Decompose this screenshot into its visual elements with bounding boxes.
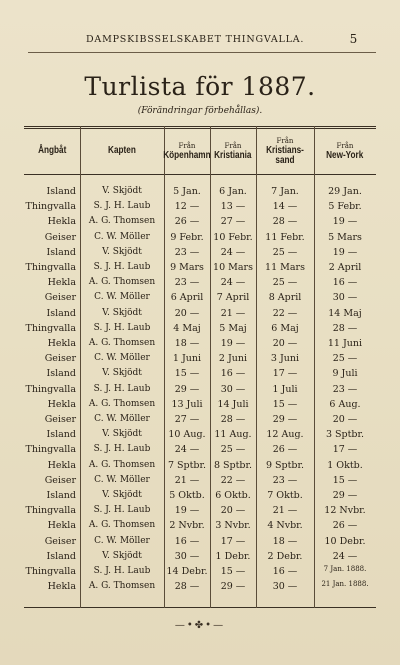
new-york-date-cell: 29 Jan. (328, 186, 362, 197)
kristiansand-date-cell: 25 — (272, 277, 298, 289)
ship-cell: Geiser (44, 353, 76, 365)
copenhagen-date-cell: 26 — (174, 216, 200, 228)
header-rule (28, 52, 376, 53)
kristiansand-date-cell: 7 Jan. (271, 186, 299, 197)
page-title: Turlista för 1887. (84, 72, 316, 101)
kristiania-date-cell: 28 — (220, 414, 246, 425)
kristiansand-date-cell: 11 Febr. (265, 231, 305, 243)
ship-cell: Island (46, 550, 76, 562)
kristiansand-date-cell: 7 Oktb. (267, 490, 303, 501)
new-york-date-cell: 17 — (332, 444, 358, 456)
captain-cell: A. G. Thomsen (88, 338, 156, 348)
kristiania-date-cell: 24 — (220, 246, 246, 258)
captain-cell: A. G. Thomsen (88, 216, 156, 227)
ship-cell: Hekla (47, 216, 76, 228)
header-copenhagen-top: Från (178, 142, 196, 150)
new-york-date-cell: 30 — (332, 292, 358, 304)
table-top-rule (24, 126, 376, 127)
table-row (24, 262, 376, 277)
ship-cell: Hekla (47, 338, 76, 349)
copenhagen-date-cell: 23 — (174, 246, 200, 258)
kristiania-date-cell: 21 — (220, 307, 246, 319)
kristiania-date-cell: 11 Aug. (214, 429, 252, 441)
copenhagen-date-cell: 20 — (174, 307, 200, 319)
copenhagen-date-cell: 4 Maj (173, 322, 201, 334)
kristiansand-date-cell: 1 Juli (272, 383, 298, 395)
captain-cell: A. G. Thomsen (88, 520, 156, 531)
copenhagen-date-cell: 30 — (174, 550, 200, 562)
kristiansand-date-cell: 2 Debr. (267, 550, 303, 562)
table-row (24, 384, 376, 399)
table-row (24, 444, 376, 459)
ship-cell: Thingvalla (25, 566, 76, 577)
captain-cell: S. J. H. Laub (93, 505, 151, 516)
header-new-york-top: Från (336, 142, 354, 150)
copenhagen-date-cell: 6 April (170, 292, 204, 304)
captain-cell: S. J. H. Laub (93, 383, 151, 394)
ship-cell: Thingvalla (25, 262, 76, 273)
table-row (24, 201, 376, 216)
captain-cell: V. Skjödt (102, 186, 142, 196)
copenhagen-date-cell: 2 Nvbr. (169, 520, 205, 532)
new-york-date-cell: 12 Nvbr. (324, 505, 366, 517)
copenhagen-date-cell: 18 — (174, 338, 200, 349)
new-york-date-cell: 14 Maj (328, 307, 362, 319)
copenhagen-date-cell: 29 — (174, 383, 200, 395)
new-york-date-cell: 15 — (332, 474, 358, 486)
ship-cell: Hekla (47, 520, 76, 532)
kristiansand-date-cell: 12 Aug. (266, 429, 304, 441)
new-york-date-cell: 7 Jan. 1888. (323, 565, 367, 573)
ship-cell: Thingvalla (25, 444, 76, 456)
kristiania-date-cell: 10 Mars (213, 262, 253, 273)
captain-cell: V. Skjödt (102, 246, 142, 257)
new-york-date-cell: 29 — (332, 490, 358, 501)
header-new-york-label: New-York (326, 150, 364, 161)
table-row (24, 308, 376, 323)
table-row (24, 323, 376, 338)
table-row (24, 505, 376, 520)
kristiania-date-cell: 1 Debr. (215, 550, 251, 562)
ship-cell: Geiser (44, 231, 76, 243)
copenhagen-date-cell: 14 Debr. (166, 566, 208, 577)
kristiania-date-cell: 6 Jan. (219, 186, 247, 197)
kristiania-date-cell: 27 — (220, 216, 246, 228)
ship-cell: Island (46, 490, 76, 501)
captain-cell: S. J. H. Laub (93, 322, 151, 333)
captain-cell: S. J. H. Laub (93, 201, 151, 212)
copenhagen-date-cell: 24 — (174, 444, 200, 456)
header-kristiania-label: Kristiania (214, 150, 252, 161)
new-york-date-cell: 2 April (328, 262, 362, 273)
kristiania-date-cell: 3 Nvbr. (215, 520, 251, 532)
new-york-date-cell: 5 Mars (328, 231, 362, 243)
header-kristiania-top: Från (224, 142, 242, 150)
ship-cell: Geiser (44, 414, 76, 425)
kristiansand-date-cell: 30 — (272, 581, 298, 593)
kristiania-date-cell: 29 — (220, 581, 246, 593)
kristiania-date-cell: 17 — (220, 535, 246, 547)
kristiania-date-cell: 22 — (220, 474, 246, 486)
ship-cell: Hekla (47, 459, 76, 471)
page-subtitle: (Förändringar förbehållas). (137, 106, 263, 116)
kristiania-date-cell: 24 — (220, 277, 246, 289)
ship-cell: Geiser (44, 292, 76, 304)
kristiania-date-cell: 13 — (220, 201, 246, 213)
table-row (24, 399, 376, 414)
kristiansand-date-cell: 14 — (272, 201, 298, 213)
header-captain-label: Kapten (108, 145, 136, 156)
table-row (24, 338, 376, 353)
kristiansand-date-cell: 18 — (272, 535, 298, 547)
ship-cell: Hekla (47, 581, 76, 593)
header-copenhagen-label: Köpenhamn (163, 150, 211, 161)
new-york-date-cell: 11 Juni (327, 338, 363, 349)
copenhagen-date-cell: 9 Mars (170, 262, 204, 273)
table-top-rule-double (24, 128, 376, 129)
table-row (24, 460, 376, 475)
new-york-date-cell: 21 Jan. 1888. (321, 580, 369, 589)
ship-cell: Hekla (47, 277, 76, 289)
new-york-date-cell: 1 Oktb. (327, 459, 363, 471)
copenhagen-date-cell: 1 Juni (172, 353, 202, 365)
new-york-date-cell: 28 — (332, 322, 358, 334)
ship-cell: Thingvalla (25, 322, 76, 334)
table-row (24, 414, 376, 429)
table-row (24, 475, 376, 490)
kristiansand-date-cell: 4 Nvbr. (267, 520, 303, 532)
table-row (24, 520, 376, 535)
kristiansand-date-cell: 9 Sptbr. (265, 459, 305, 471)
captain-cell: C. W. Möller (94, 535, 150, 546)
new-york-date-cell: 25 — (332, 353, 358, 365)
kristiansand-date-cell: 11 Mars (265, 262, 305, 273)
running-head-title: DAMPSKIBSSELSKABET THINGVALLA. (86, 34, 305, 45)
kristiansand-date-cell: 22 — (272, 307, 298, 319)
copenhagen-date-cell: 10 Aug. (168, 429, 206, 441)
kristiansand-date-cell: 3 Juni (270, 353, 300, 365)
table-row (24, 551, 376, 566)
kristiania-date-cell: 15 — (220, 566, 246, 577)
captain-cell: A. G. Thomsen (88, 398, 156, 409)
new-york-date-cell: 24 — (332, 550, 358, 562)
ship-cell: Island (46, 186, 76, 197)
schedule-table (24, 126, 376, 608)
new-york-date-cell: 26 — (332, 520, 358, 532)
table-row (24, 186, 376, 201)
kristiania-date-cell: 8 Sptbr. (213, 459, 253, 471)
kristiania-date-cell: 2 Juni (218, 353, 248, 365)
copenhagen-date-cell: 27 — (174, 414, 200, 425)
captain-cell: V. Skjödt (102, 490, 142, 500)
captain-cell: A. G. Thomsen (88, 459, 156, 470)
footer-ornament: —•✤•— (174, 620, 226, 631)
kristiania-date-cell: 10 Febr. (213, 231, 253, 243)
copenhagen-date-cell: 16 — (174, 535, 200, 547)
kristiania-date-cell: 16 — (220, 368, 246, 380)
header-ship (24, 130, 80, 172)
copenhagen-date-cell: 5 Jan. (173, 186, 201, 197)
kristiansand-date-cell: 20 — (272, 338, 298, 349)
copenhagen-date-cell: 12 — (174, 201, 200, 213)
kristiansand-date-cell: 17 — (272, 368, 298, 380)
copenhagen-date-cell: 21 — (174, 474, 200, 486)
kristiansand-date-cell: 26 — (272, 444, 298, 456)
captain-cell: C. W. Möller (94, 474, 150, 485)
new-york-date-cell: 19 — (332, 216, 358, 228)
new-york-date-cell: 19 — (332, 246, 358, 258)
ship-cell: Island (46, 429, 76, 441)
header-copenhagen (164, 130, 210, 172)
kristiania-date-cell: 30 — (220, 383, 246, 395)
new-york-date-cell: 6 Aug. (329, 398, 361, 410)
kristiansand-date-cell: 23 — (272, 474, 298, 486)
kristiania-date-cell: 14 Juli (217, 398, 249, 410)
new-york-date-cell: 3 Sptbr. (325, 429, 365, 441)
header-ship-label: Ångbåt (37, 145, 67, 156)
captain-cell: C. W. Möller (94, 414, 150, 424)
table-row (24, 581, 376, 596)
captain-cell: S. J. H. Laub (93, 566, 151, 576)
table-header-rule (24, 174, 376, 175)
kristiania-date-cell: 25 — (220, 444, 246, 456)
copenhagen-date-cell: 19 — (174, 505, 200, 517)
captain-cell: V. Skjödt (102, 550, 142, 561)
table-row (24, 232, 376, 247)
kristiansand-date-cell: 25 — (272, 246, 298, 258)
copenhagen-date-cell: 5 Oktb. (169, 490, 205, 501)
copenhagen-date-cell: 13 Juli (171, 398, 203, 410)
header-captain (80, 130, 164, 172)
table-row (24, 292, 376, 307)
table-row (24, 353, 376, 368)
table-row (24, 490, 376, 505)
ship-cell: Geiser (44, 474, 76, 486)
header-new-york (314, 130, 376, 172)
kristiania-date-cell: 5 Maj (219, 322, 247, 334)
table-row (24, 429, 376, 444)
kristiansand-date-cell: 16 — (272, 566, 298, 577)
table-row (24, 368, 376, 383)
copenhagen-date-cell: 23 — (174, 277, 200, 289)
captain-cell: C. W. Möller (94, 231, 150, 242)
kristiansand-date-cell: 15 — (272, 398, 298, 410)
captain-cell: C. W. Möller (94, 353, 150, 364)
captain-cell: C. W. Möller (94, 292, 150, 303)
ship-cell: Island (46, 246, 76, 258)
new-york-date-cell: 20 — (332, 414, 358, 425)
kristiania-date-cell: 19 — (220, 338, 246, 349)
kristiansand-date-cell: 8 April (268, 292, 302, 304)
ship-cell: Island (46, 307, 76, 319)
kristiania-date-cell: 20 — (220, 505, 246, 517)
captain-cell: S. J. H. Laub (93, 262, 151, 272)
copenhagen-date-cell: 7 Sptbr. (167, 459, 207, 471)
new-york-date-cell: 10 Debr. (324, 535, 366, 547)
ship-cell: Island (46, 368, 76, 380)
new-york-date-cell: 16 — (332, 277, 358, 289)
captain-cell: V. Skjödt (102, 307, 142, 318)
kristiania-date-cell: 7 April (216, 292, 250, 304)
ship-cell: Thingvalla (25, 201, 76, 213)
captain-cell: V. Skjödt (102, 368, 142, 379)
new-york-date-cell: 5 Febr. (328, 201, 362, 213)
copenhagen-date-cell: 28 — (174, 581, 200, 593)
ship-cell: Hekla (47, 398, 76, 410)
new-york-date-cell: 23 — (332, 383, 358, 395)
copenhagen-date-cell: 9 Febr. (170, 231, 204, 243)
kristiansand-date-cell: 28 — (272, 216, 298, 228)
ship-cell: Thingvalla (25, 505, 76, 517)
table-row (24, 277, 376, 292)
kristiansand-date-cell: 6 Maj (271, 322, 299, 334)
table-bottom-rule (24, 607, 376, 608)
header-kristiansand-top: Från (276, 137, 294, 145)
table-row (24, 216, 376, 231)
table-row (24, 247, 376, 262)
captain-cell: A. G. Thomsen (88, 277, 156, 288)
captain-cell: V. Skjödt (102, 429, 142, 440)
table-row (24, 566, 376, 581)
captain-cell: S. J. H. Laub (93, 444, 151, 455)
copenhagen-date-cell: 15 — (174, 368, 200, 380)
ship-cell: Thingvalla (25, 383, 76, 395)
captain-cell: A. G. Thomsen (88, 581, 156, 592)
header-kristiansand-label: Kristians- sand (266, 145, 304, 166)
header-kristiania (210, 130, 256, 172)
page-number: 5 (349, 32, 358, 46)
kristiansand-date-cell: 29 — (272, 414, 298, 425)
kristiania-date-cell: 6 Oktb. (215, 490, 251, 501)
header-kristiansand (256, 130, 314, 172)
table-row (24, 536, 376, 551)
new-york-date-cell: 9 Juli (332, 368, 358, 380)
kristiansand-date-cell: 21 — (272, 505, 298, 517)
ship-cell: Geiser (44, 535, 76, 547)
